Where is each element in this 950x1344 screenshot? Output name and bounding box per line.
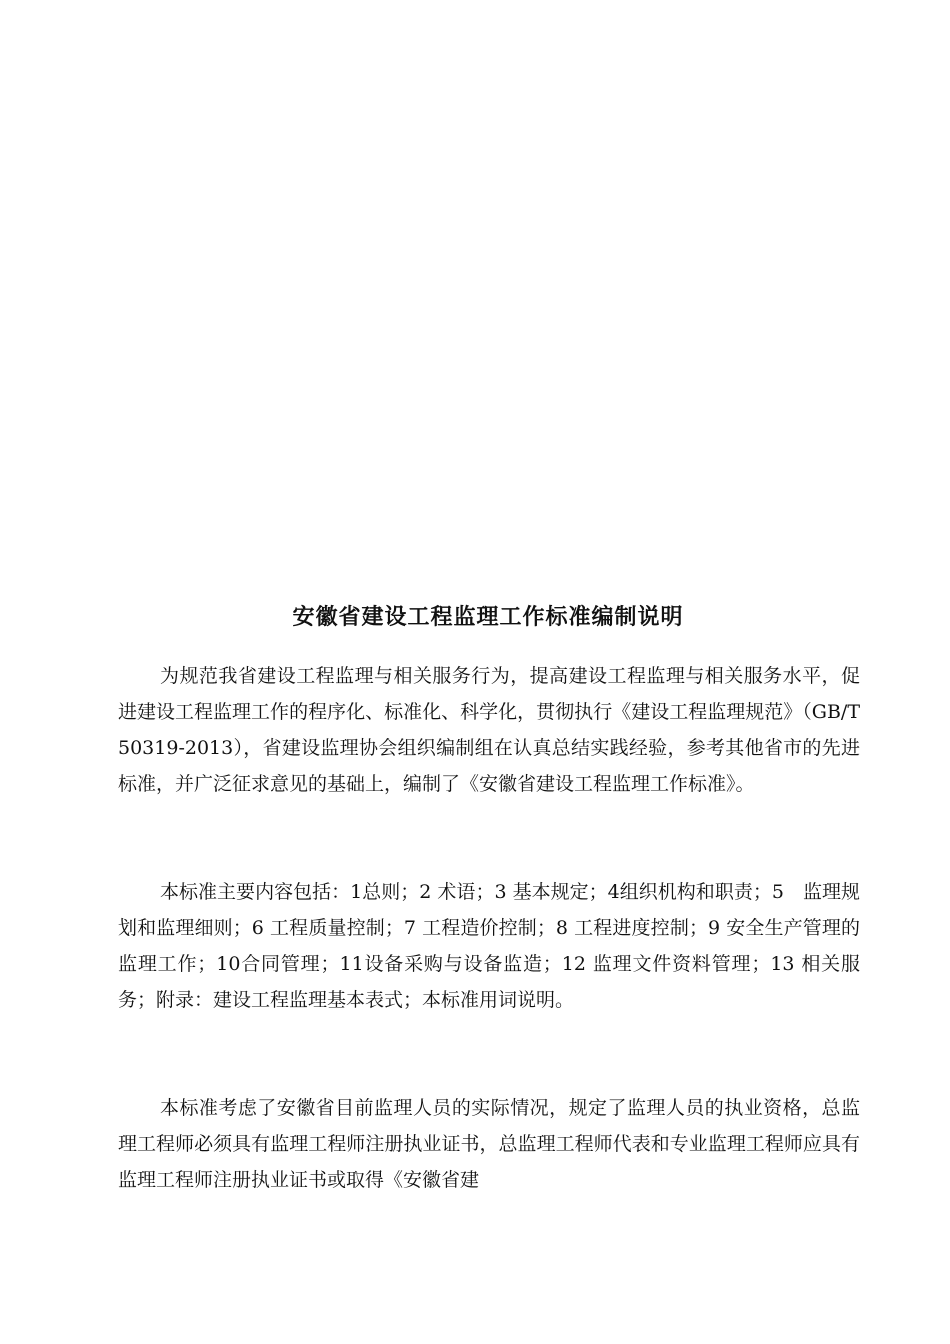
paragraph-purpose: 为规范我省建设工程监理与相关服务行为，提高建设工程监理与相关服务水平，促进建设工程监理工作的程序化、标准化、科学化，贯彻执行《建设工程监理规范》（GB/T50319-2013），省建设监理协会组织编制组在认真总结实践经验，参考其他省市的先进标准，并广泛征求意见的基础上，编制了《安徽省建设工程监理工作标准》。	[118, 665, 860, 795]
document-title: 安徽省建设工程监理工作标准编制说明	[292, 605, 684, 630]
paragraph-contents: 本标准主要内容包括：1总则；2 术语；3 基本规定；4组织机构和职责；5 监理规划和监理细则；6 工程质量控制；7 工程造价控制；8 工程进度控制；9 安全生产管理的监理工作；10合同管理；11设备采购与设备监造；12 监理文件资料管理；13 相关服务；附录：建设工程监理基本表式；本标准用词说明。	[118, 881, 860, 1011]
paragraph-qualifications: 本标准考虑了安徽省目前监理人员的实际情况，规定了监理人员的执业资格，总监理工程师必须具有监理工程师注册执业证书，总监理工程师代表和专业监理工程师应具有监理工程师注册执业证书或取得《安徽省建	[118, 1097, 860, 1191]
